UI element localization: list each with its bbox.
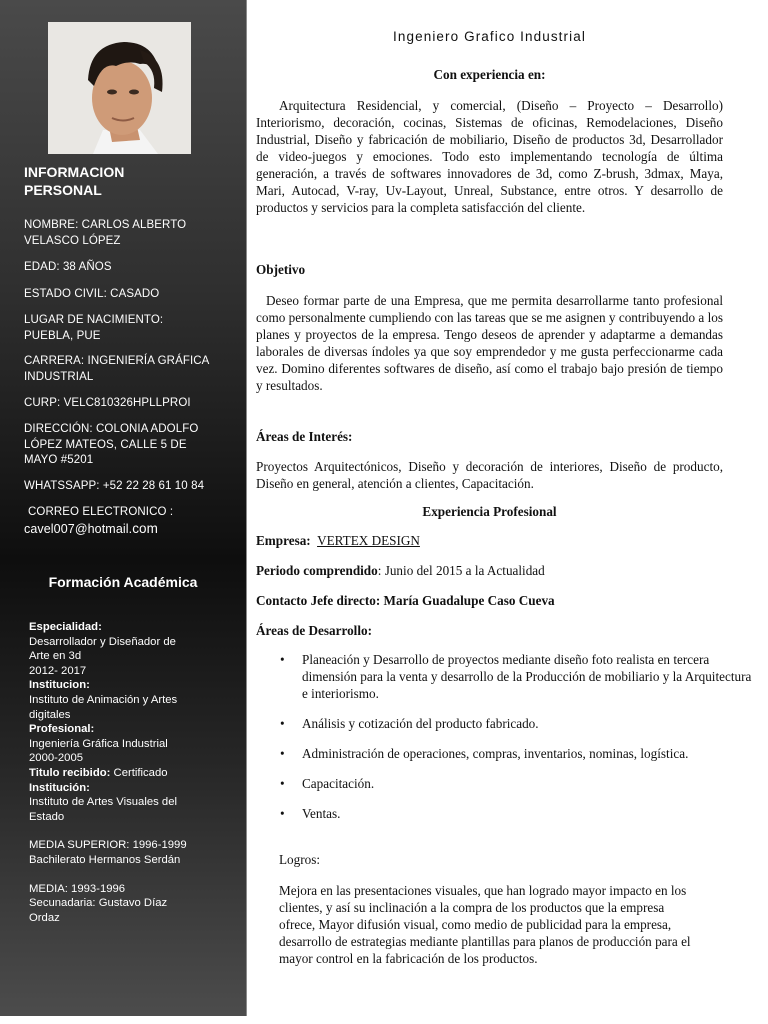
period-line	[256, 563, 545, 579]
curp-field	[24, 396, 234, 412]
experience-paragraph: Arquitectura Residencial, y comercial, (Diseño – Proyecto – Desarrollo) Interiorismo, decoración, cocinas, Sistemas de oficinas, Remodelaciones, Diseño Industrial, Diseño y fabricación de mobiliario, Diseño de productos 3d, Desarrollador de video-juegos y emociones. Todo esto implementando tecnología de última generación, a través de softwares innovadores de 3d, como Z-brush, 3dmax, Maya, Mari, Autocad, V-ray, Uv-Layout, Unreal, Substance, entre otros. Y desarrollo de productos y servicios para la completa satisfacción del cliente.	[256, 98, 723, 215]
career-field	[24, 354, 234, 385]
list-item: • Análisis y cotización del producto fabricado.	[302, 715, 757, 732]
degree-line	[29, 766, 229, 781]
institution-line: Instituto de Artes Visuales del	[29, 796, 177, 809]
address-line: MAYO #5201	[24, 454, 94, 466]
career-line: CARRERA: INGENIERÍA GRÁFICA	[24, 355, 210, 367]
degree-label: Titulo recibido:	[29, 766, 111, 779]
heading-line: PERSONAL	[24, 182, 102, 198]
name-line: VELASCO LÓPEZ	[24, 234, 121, 247]
sidebar	[0, 0, 247, 1016]
list-item: • Planeación y Desarrollo de proyectos mediante diseño foto realista en tercera dimensión para la venta y desarrollo de la Producción de mobiliario y la Arquitectura e interiorismo.	[302, 651, 757, 702]
document-title: Ingeniero Grafico Industrial	[393, 29, 586, 44]
email-domain: com	[132, 520, 159, 536]
list-item: • Ventas.	[302, 805, 757, 822]
name-field	[24, 218, 234, 249]
age-field	[24, 260, 234, 276]
institution-line: digitales	[29, 708, 71, 721]
name-line: NOMBRE: CARLOS ALBERTO	[24, 219, 187, 231]
age-line: EDAD: 38 AÑOS	[24, 261, 112, 273]
curp-line: CURP: VELC810326HPLLPROI	[24, 397, 191, 409]
period-label: Periodo comprendido	[256, 563, 378, 578]
marital-status-line: ESTADO CIVIL: CASADO	[24, 288, 160, 300]
development-areas-heading: Áreas de Desarrollo:	[256, 623, 372, 638]
middle-school-line: Secunadaria: Gustavo Díaz	[29, 897, 168, 910]
high-school-line: MEDIA SUPERIOR: 1996-1999	[29, 839, 187, 852]
professional-label: Profesional:	[29, 723, 95, 736]
company-line	[256, 533, 420, 549]
birthplace-line: PUEBLA, PUE	[24, 329, 101, 342]
institution-label: Institución:	[29, 781, 90, 794]
address-field	[24, 422, 234, 469]
institution-line: Instituto de Animación y Artes	[29, 693, 178, 706]
professional-experience-heading: Experiencia Profesional	[422, 504, 557, 519]
address-line: DIRECCIÓN: COLONIA ADOLFO	[24, 423, 199, 435]
personal-info-heading	[24, 163, 224, 199]
degree-value: Certificado	[113, 766, 168, 779]
list-item: • Capacitación.	[302, 775, 757, 792]
career-line: INDUSTRIAL	[24, 370, 94, 383]
birthplace-field	[24, 313, 234, 344]
interest-areas-heading: Áreas de Interés:	[256, 429, 353, 444]
middle-school-line: MEDIA: 1993-1996	[29, 882, 126, 895]
specialty-label: Especialidad:	[29, 621, 102, 633]
email-field	[24, 505, 234, 537]
birthplace-line: LUGAR DE NACIMIENTO:	[24, 314, 164, 326]
profile-photo	[48, 22, 191, 154]
specialty-line: Desarrollador y Diseñador de	[29, 635, 176, 648]
professional-line: Ingeniería Gráfica Industrial	[29, 737, 168, 750]
professional-line: 2000-2005	[29, 752, 84, 765]
objective-paragraph: Deseo formar parte de una Empresa, que me permita desarrollarme tanto profesional como personalmente cumpliendo con las tareas que se me asignen y contribuyendo a los planes y proyectos de la empresa. Tengo deseos de aprender y adaptarme a demandas laborales de diversas índoles ya que soy emprendedor y me gusta perfeccionarme cada vez. Domino diferentes softwares de diseño, así como el trabajo bajo presión de tiempo y resultados.	[256, 293, 723, 393]
education-heading: Formación Académica	[48, 574, 198, 590]
achievements-heading: Logros:	[279, 852, 321, 867]
specialty-line: 2012- 2017	[29, 664, 87, 677]
whatsapp-line: WHATSSAPP: +52 22 28 61 10 84	[24, 480, 205, 492]
email-user: cavel007@hotmail.	[24, 521, 133, 536]
middle-school-line: Ordaz	[29, 911, 60, 924]
development-areas-list	[272, 651, 757, 822]
company-label: Empresa:	[256, 533, 311, 548]
heading-line: INFORMACION	[24, 164, 125, 180]
interest-areas-paragraph: Proyectos Arquitectónicos, Diseño y decoración de interiores, Diseño de producto, Diseño en general, atención a clientes, Capacitación.	[256, 459, 723, 491]
institution-line: Estado	[29, 810, 65, 823]
education-list	[29, 620, 229, 925]
company-name: VERTEX DESIGN	[317, 533, 420, 548]
whatsapp-field	[24, 479, 234, 495]
supervisor-contact: Contacto Jefe directo: María Guadalupe Caso Cueva	[256, 593, 555, 608]
institution-label: Institucion:	[29, 679, 90, 692]
address-line: LÓPEZ MATEOS, CALLE 5 DE	[24, 438, 187, 451]
period-value: : Junio del 2015 a la Actualidad	[377, 563, 545, 578]
specialty-line: Arte en 3d	[29, 650, 82, 663]
high-school-line: Bachilerato Hermanos Serdán	[29, 853, 181, 866]
experience-heading: Con experiencia en:	[433, 67, 546, 82]
list-item: • Administración de operaciones, compras, inventarios, nominas, logística.	[302, 745, 757, 762]
marital-status-field	[24, 287, 234, 303]
achievements-paragraph: Mejora en las presentaciones visuales, que han logrado mayor impacto en los clientes, y así su inclinación a la compra de los productos que la empresa ofrece, Mayor difusión visual, como medio de publicidad para la empresa, desarrollo de estrategias mediante plantillas para planos de producción para el mayor control en la fabricación de los productos.	[279, 883, 691, 966]
objective-heading: Objetivo	[256, 262, 306, 277]
email-label: CORREO ELECTRONICO :	[28, 506, 174, 518]
email-address	[24, 521, 234, 538]
